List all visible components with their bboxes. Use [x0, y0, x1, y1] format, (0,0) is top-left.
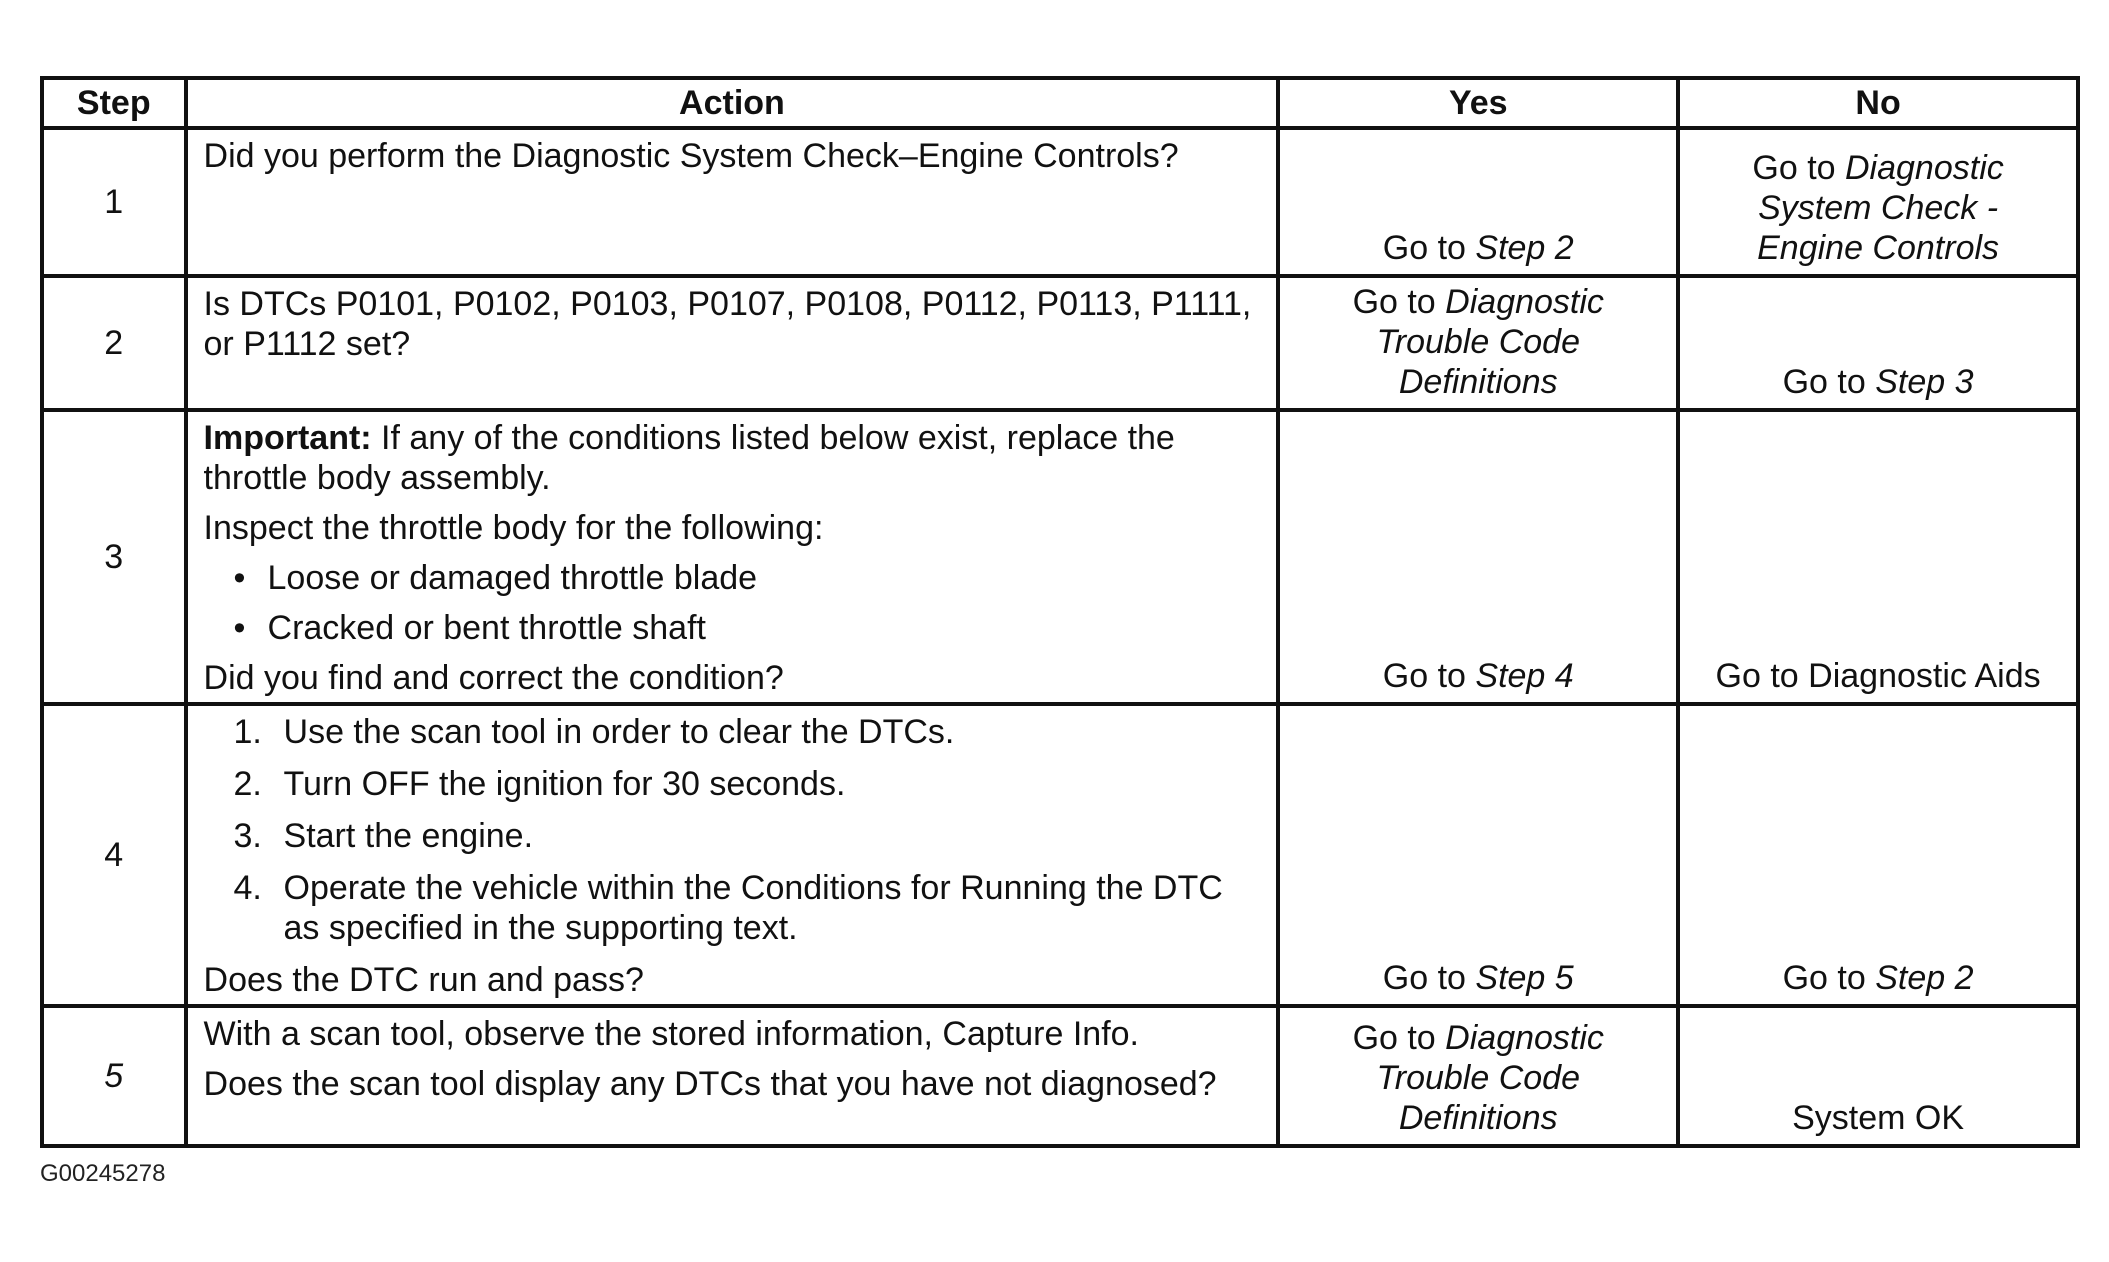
- yes-prefix: Go to: [1352, 283, 1446, 321]
- no-prefix: Go to: [1752, 149, 1845, 187]
- yes-prefix: Go to: [1382, 229, 1476, 267]
- action-question: Does the scan tool display any DTCs that you have not diagnosed?: [203, 1065, 1217, 1103]
- important-text: If any of the conditions listed below exist, replace the throttle body assembly.: [203, 419, 1175, 497]
- action-question: Did you perform the Diagnostic System Check–Engine Controls?: [203, 137, 1179, 175]
- no-ref-line2: System Check -: [1758, 189, 1999, 227]
- procedure-step-text: Use the scan tool in order to clear the DTCs.: [283, 713, 955, 751]
- table-row: [42, 410, 2078, 704]
- action-question: Does the DTC run and pass?: [203, 961, 644, 999]
- procedure-step-number: 4.: [233, 869, 262, 907]
- procedure-step-number: 1.: [233, 713, 262, 751]
- header-action: Action: [186, 78, 1279, 128]
- yes-prefix: Go to: [1382, 959, 1476, 997]
- yes-prefix: Go to: [1352, 1019, 1446, 1057]
- procedure-step-number: 2.: [233, 765, 262, 803]
- important-note: [204, 418, 1261, 498]
- bullet-item: [204, 608, 1261, 648]
- header-yes: Yes: [1278, 78, 1678, 128]
- no-prefix: Go to: [1782, 363, 1876, 401]
- yes-prefix: Go to: [1382, 657, 1476, 695]
- header-row: [42, 78, 2078, 128]
- yes-ref-line1: Diagnostic: [1445, 283, 1604, 321]
- header-step: Step: [42, 78, 186, 128]
- no-step-ref: Step 2: [1875, 959, 1974, 997]
- figure-id: G00245278: [40, 1160, 166, 1187]
- diagnostic-table: [40, 76, 2080, 1148]
- bullet-icon: •: [233, 559, 246, 597]
- procedure-step: [204, 868, 1261, 948]
- bullet-item: [204, 558, 1261, 598]
- step-number: 1: [42, 128, 186, 276]
- step-number: 4: [42, 704, 186, 1006]
- no-ref-line3: Engine Controls: [1757, 229, 2000, 267]
- yes-ref-line2: Trouble Code: [1376, 1059, 1580, 1097]
- action-question: Did you find and correct the condition?: [203, 659, 784, 697]
- yes-step-ref: Step 2: [1475, 229, 1574, 267]
- yes-ref-line3: Definitions: [1398, 363, 1558, 401]
- table-row: [42, 704, 2078, 1006]
- procedure-step: [204, 816, 1261, 856]
- yes-cell: [1278, 410, 1678, 704]
- procedure-step: [204, 712, 1261, 752]
- action-cell: [186, 1006, 1279, 1146]
- yes-cell: [1278, 276, 1678, 410]
- header-no: No: [1678, 78, 2078, 128]
- procedure-step-text: Start the engine.: [283, 817, 534, 855]
- bullet-text: Cracked or bent throttle shaft: [267, 609, 706, 647]
- table-row: [42, 1006, 2078, 1146]
- important-label: Important:: [203, 419, 372, 457]
- procedure-step: [204, 764, 1261, 804]
- procedure-step-text: Turn OFF the ignition for 30 seconds.: [283, 765, 846, 803]
- inspect-intro: Inspect the throttle body for the following:: [203, 509, 824, 547]
- yes-step-ref: Step 4: [1475, 657, 1574, 695]
- procedure-step-number: 3.: [233, 817, 262, 855]
- no-text: Go to Diagnostic Aids: [1715, 657, 2041, 695]
- yes-cell: [1278, 128, 1678, 276]
- no-step-ref: Step 3: [1875, 363, 1974, 401]
- yes-cell: [1278, 1006, 1678, 1146]
- yes-cell: [1278, 704, 1678, 1006]
- no-ref-line1: Diagnostic: [1845, 149, 2004, 187]
- yes-ref-line2: Trouble Code: [1376, 323, 1580, 361]
- action-cell: [186, 704, 1279, 1006]
- yes-ref-line3: Definitions: [1398, 1099, 1558, 1137]
- action-cell: [186, 128, 1279, 276]
- bullet-text: Loose or damaged throttle blade: [267, 559, 758, 597]
- procedure-step-text: Operate the vehicle within the Conditions for Running the DTC as specified in the supporting text.: [283, 869, 1223, 947]
- no-cell: [1678, 128, 2078, 276]
- step-number: 2: [42, 276, 186, 410]
- yes-step-ref: Step 5: [1475, 959, 1574, 997]
- no-cell: [1678, 410, 2078, 704]
- step-number: 3: [42, 410, 186, 704]
- action-cell: [186, 410, 1279, 704]
- table-row: [42, 128, 2078, 276]
- step-number: 5: [42, 1006, 186, 1146]
- action-question: Is DTCs P0101, P0102, P0103, P0107, P0108, P0112, P0113, P1111, or P1112 set?: [203, 285, 1252, 363]
- no-prefix: Go to: [1782, 959, 1876, 997]
- no-cell: [1678, 704, 2078, 1006]
- table-row: [42, 276, 2078, 410]
- no-cell: [1678, 276, 2078, 410]
- no-text: System OK: [1792, 1099, 1965, 1137]
- action-cell: [186, 276, 1279, 410]
- yes-ref-line1: Diagnostic: [1445, 1019, 1604, 1057]
- no-cell: [1678, 1006, 2078, 1146]
- action-instruction: With a scan tool, observe the stored information, Capture Info.: [203, 1015, 1139, 1053]
- bullet-icon: •: [233, 609, 246, 647]
